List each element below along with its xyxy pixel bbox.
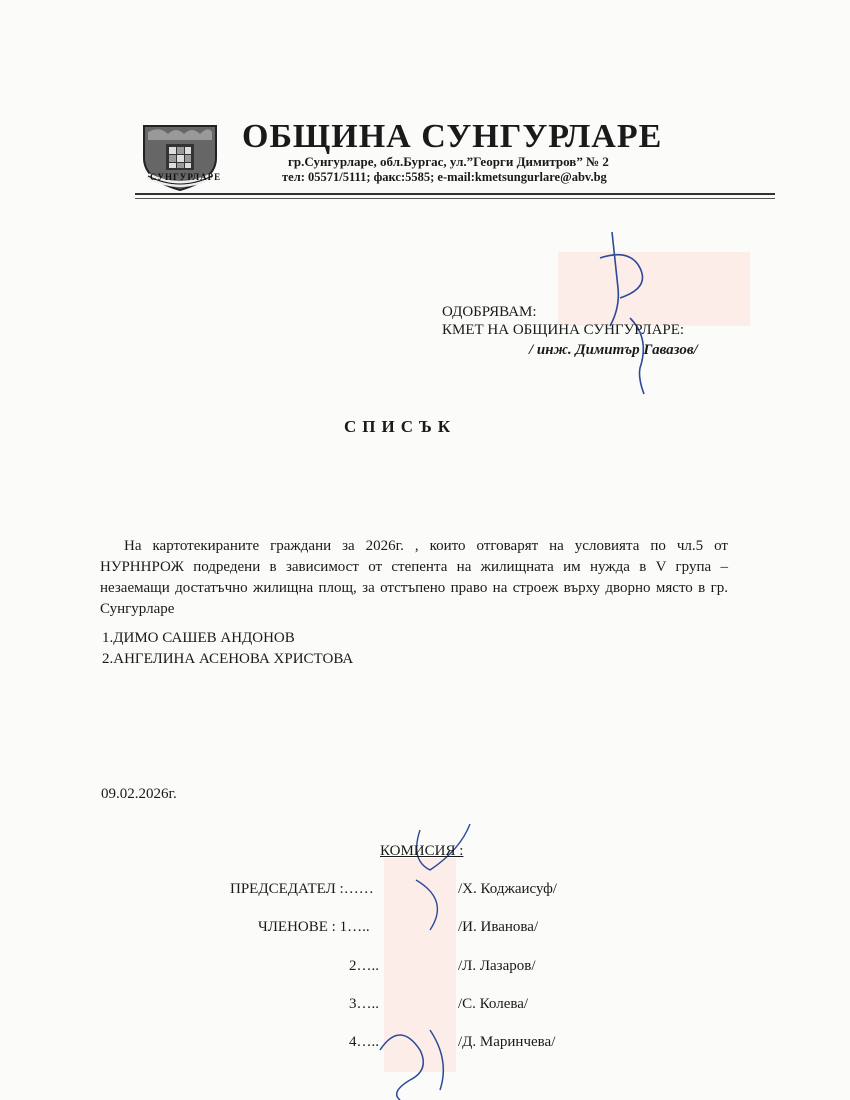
chair-label: ПРЕДСЕДАТЕЛ :……	[230, 881, 374, 897]
document-title: СПИСЪК	[344, 417, 457, 436]
member-number-2: 2…..	[349, 958, 379, 974]
redacted-signature-block	[558, 252, 750, 326]
members-label: ЧЛЕНОВЕ : 1…..	[258, 919, 370, 935]
member-number-4: 4…..	[349, 1034, 379, 1050]
list-item-2: 2.АНГЕЛИНА АСЕНОВА ХРИСТОВА	[102, 651, 354, 667]
member-name-3: /С. Колева/	[458, 996, 529, 1012]
document-date: 09.02.2026г.	[101, 786, 177, 802]
commission-label: КОМИСИЯ :	[380, 843, 464, 859]
header-divider-thin	[135, 198, 775, 199]
chair-name: /Х. Коджаисуф/	[458, 881, 557, 897]
member-name-4: /Д. Маринчева/	[458, 1034, 556, 1050]
crest-label: СУНГУРЛАРЕ	[150, 172, 222, 182]
approval-label: ОДОБРЯВАМ:	[442, 304, 537, 320]
organization-contacts: тел: 05571/5111; факс:5585; e-mail:kmetsungurlare@abv.bg	[282, 170, 607, 184]
member-name-1: /И. Иванова/	[458, 919, 539, 935]
header-divider	[135, 193, 775, 195]
municipality-crest	[140, 122, 220, 192]
redacted-commission-signatures	[384, 858, 456, 1072]
document-body: На картотекираните граждани за 2026г. , които отговарят на условията по чл.5 от НУРННРОЖ подредени в зависимост от степента на жилищната им нужда в V група – незаемащи достатъчно жилищна площ, за отстъпено право на строеж върху дворно място в гр. Сунгурларе	[100, 538, 728, 617]
member-number-3: 3…..	[349, 996, 379, 1012]
mayor-name: / инж. Димитър Гавазов/	[529, 342, 698, 358]
organization-address: гр.Сунгурларе, обл.Бургас, ул.”Георги Димитров” № 2	[288, 154, 609, 169]
member-name-2: /Л. Лазаров/	[458, 958, 536, 974]
mayor-title: КМЕТ НА ОБЩИНА СУНГУРЛАРЕ:	[442, 322, 685, 338]
list-item-1: 1.ДИМО САШЕВ АНДОНОВ	[102, 630, 295, 646]
organization-name: ОБЩИНА СУНГУРЛАРЕ	[242, 118, 663, 155]
